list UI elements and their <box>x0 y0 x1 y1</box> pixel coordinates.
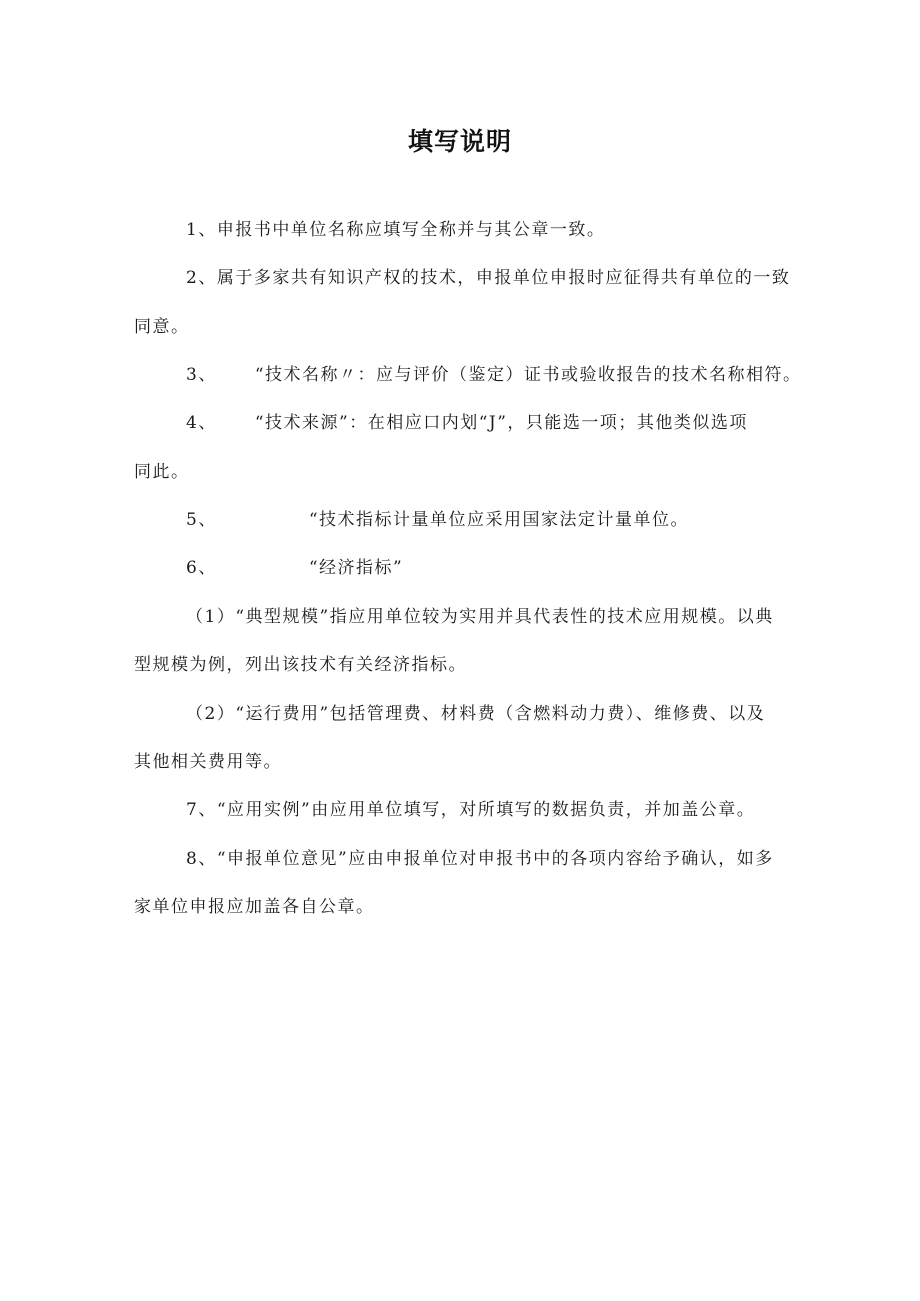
instruction-6-text: “经济指标” <box>308 558 404 578</box>
instruction-2-line-1: 2、属于多家共有知识产权的技术，申报单位申报时应征得共有单位的一致 <box>186 268 791 288</box>
instruction-5-number: 5、 <box>186 510 217 530</box>
instruction-8-line-2: 家单位申报应加盖各自公章。 <box>134 897 375 917</box>
instruction-3-number: 3、 <box>186 365 217 385</box>
instruction-3-line-1 <box>186 363 802 387</box>
instruction-6-number: 6、 <box>186 558 217 578</box>
page-title: 填写说明 <box>407 127 512 156</box>
instruction-4-line-1 <box>186 411 748 435</box>
instruction-4-line-2: 同此。 <box>134 462 190 482</box>
instruction-6-1-line-2: 型规模为例，列出该技术有关经济指标。 <box>134 655 467 675</box>
instruction-1-line-1: 1、申报书中单位名称应填写全称并与其公章一致。 <box>186 220 606 240</box>
instruction-5-line-1 <box>186 508 689 532</box>
instruction-5-text: “技术指标计量单位应采用国家法定计量单位。 <box>308 510 690 530</box>
instruction-6-2-line-2: 其他相关费用等。 <box>134 752 282 772</box>
instruction-4-number: 4、 <box>186 413 217 433</box>
instruction-6-1-line-1: （1）“典型规模”指应用单位较为实用并具代表性的技术应用规模。以典 <box>186 607 774 627</box>
instruction-2-line-2: 同意。 <box>134 317 190 337</box>
instruction-7-line-1: 7、“应用实例”由应用单位填写，对所填写的数据负责，并加盖公章。 <box>186 800 756 820</box>
instruction-4-text: “技术来源”：在相应口内划“J”，只能选一项；其他类似选项 <box>254 413 748 433</box>
instruction-6-line-1 <box>186 556 403 580</box>
instruction-6-2-line-1: （2）“运行费用”包括管理费、材料费（含燃料动力费）、维修费、以及 <box>186 704 766 724</box>
instruction-8-line-1: 8、“申报单位意见”应由申报单位对申报书中的各项内容给予确认，如多 <box>186 849 774 869</box>
instruction-3-text: “技术名称〃：应与评价（鉴定）证书或验收报告的技术名称相符。 <box>254 365 802 385</box>
